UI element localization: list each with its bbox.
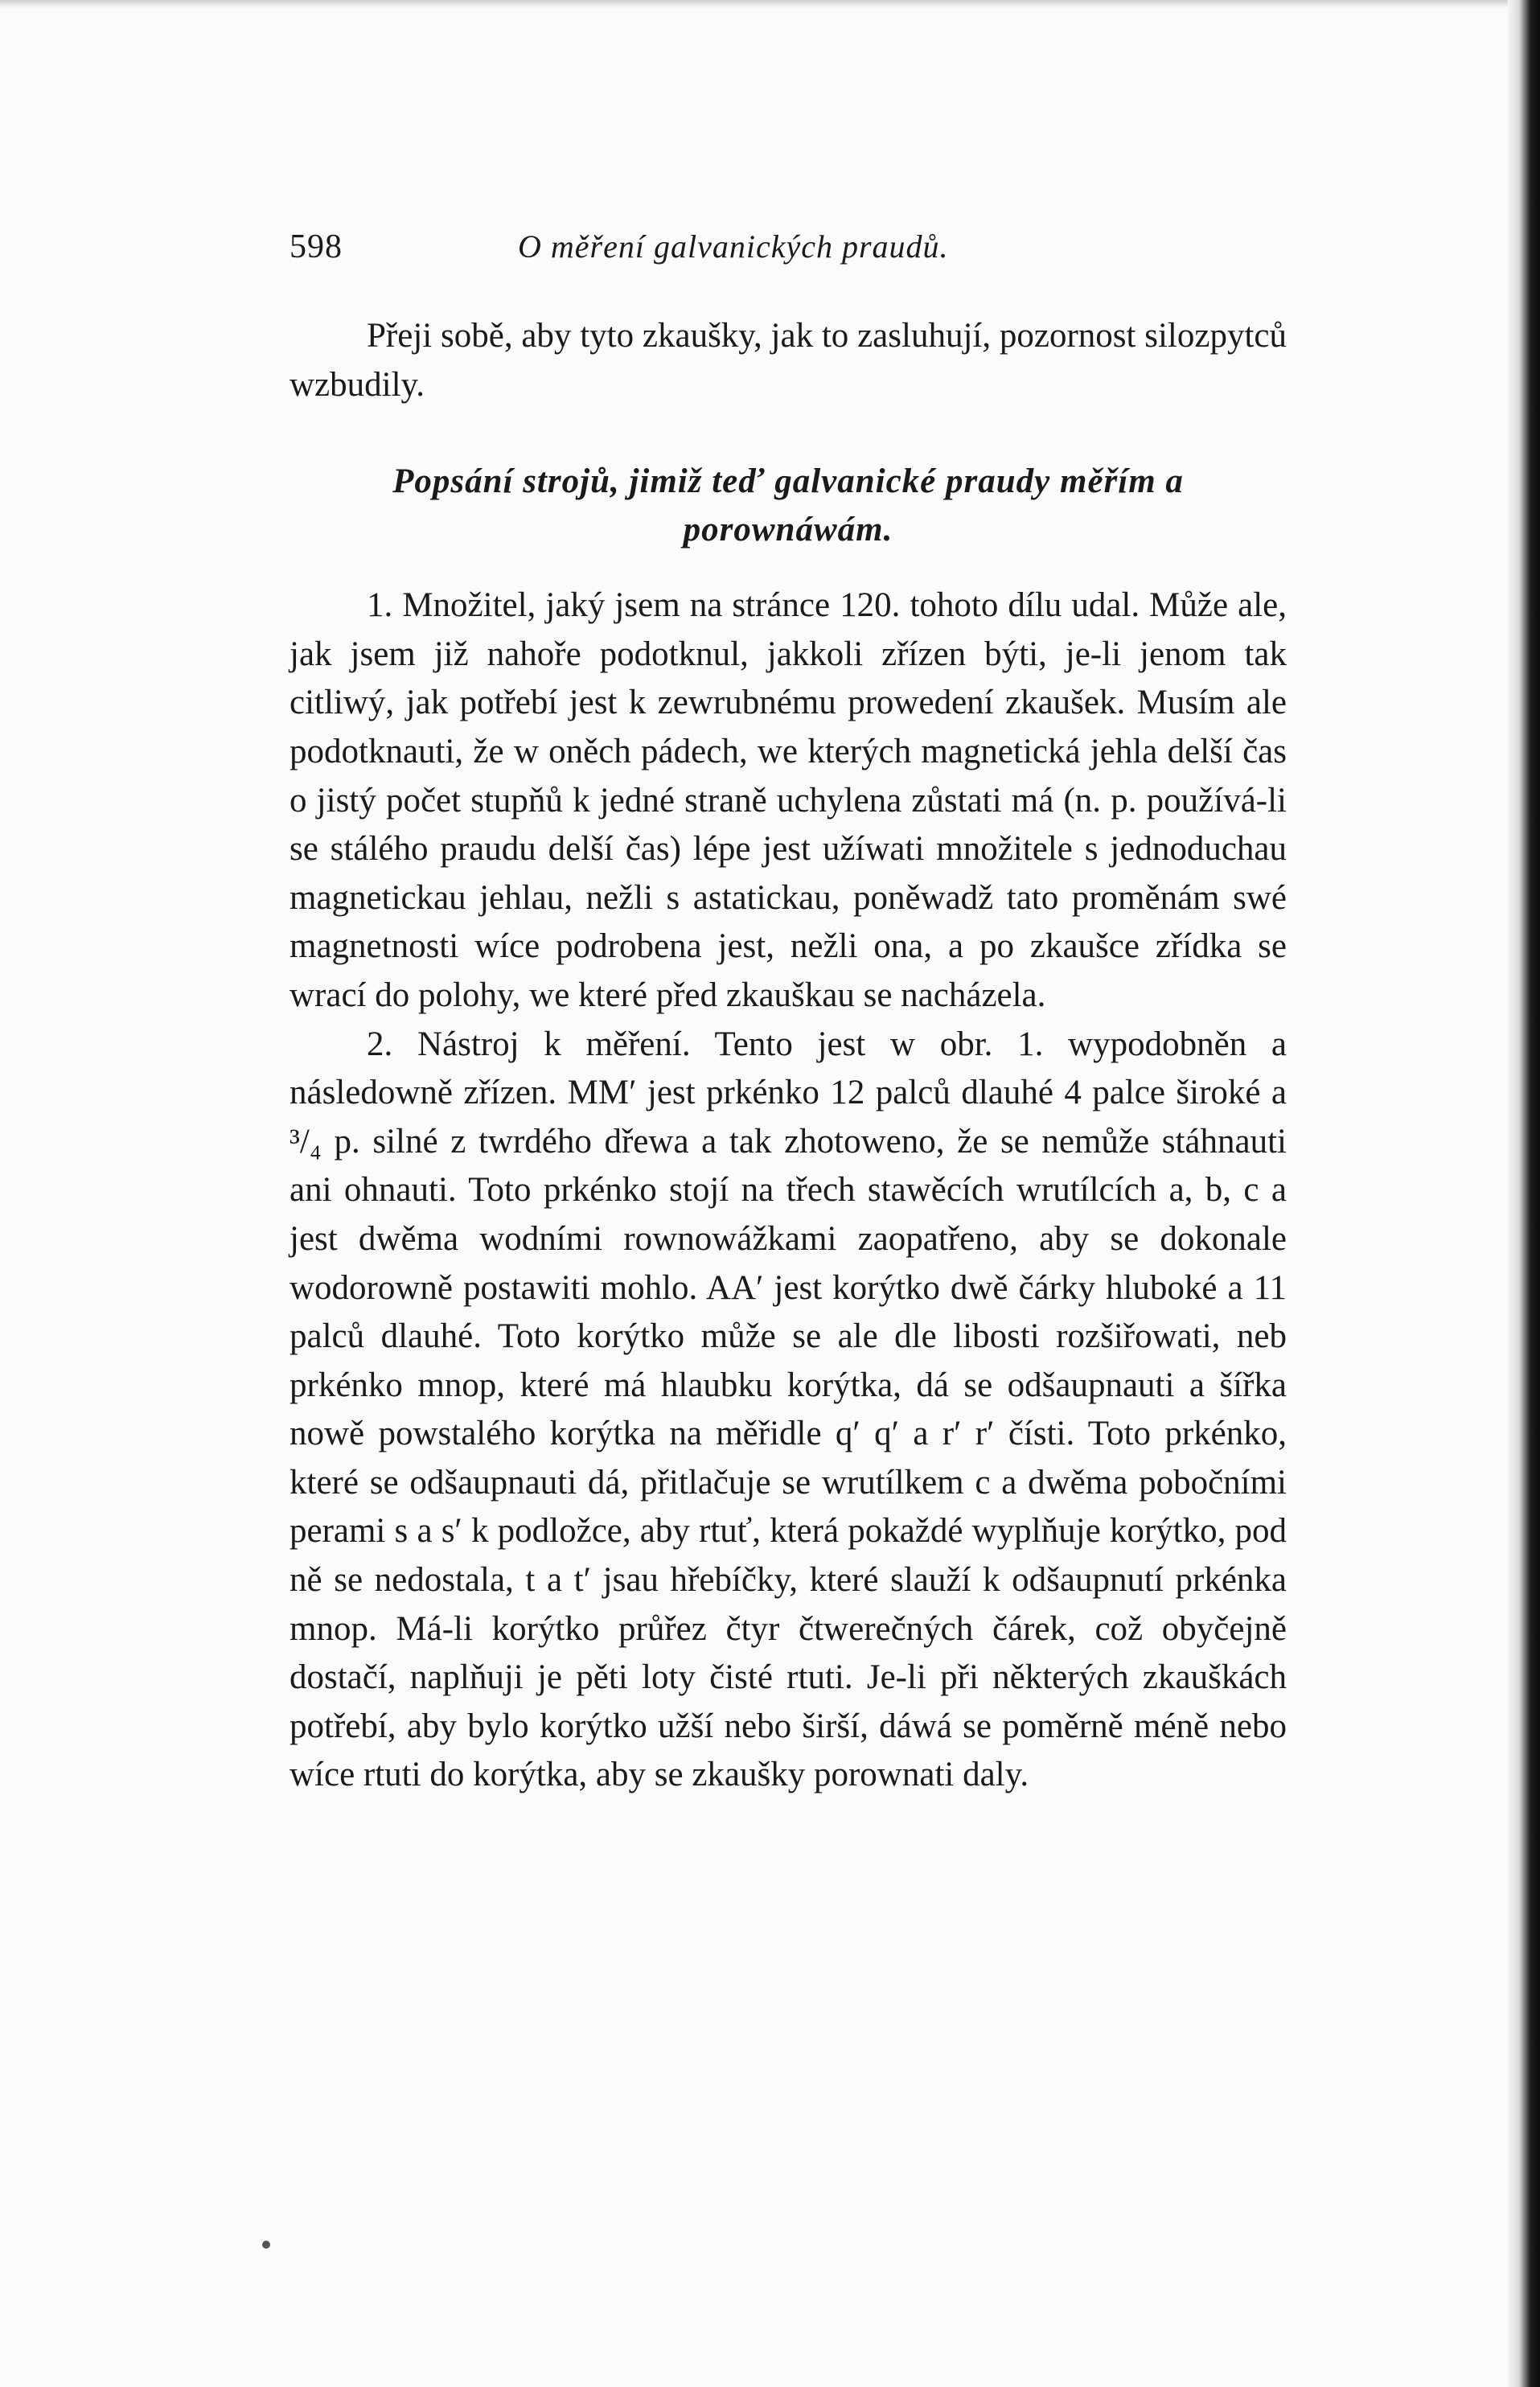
paragraph-measuring-instrument: 2. Nástroj k měření. Tento jest w obr. 1. wypodobněn a následowně zřízen. MM′ jest prkénko 12 palců dlauhé 4 palce široké a ³/₄ p. silné z twrdého dřewa a tak zhotoweno, že se nemůže stáhnauti ani ohnauti. Toto prkénko stojí na třech stawěcích wrutílcích a, b, c a jest dwěma wodními rownowážkami zaopatřeno, aby se dokonale wodorowně postawiti mohlo. AA′ jest korýtko dwě čárky hluboké a 11 palců dlauhé. Toto korýtko může se ale dle libosti rozšiřowati, neb prkénko mnop, které má hlaubku korýtka, dá se odšaupnauti a šířka nowě powstalého korýtka na měřidle q′ q′ a r′ r′ čísti. Toto prkénko, které se odšaupnauti dá, přitlačuje se wrutílkem c a dwěma pobočními perami s a s′ k podložce, aby rtuť, která pokaždé wyplňuje korýtko, pod ně se nedostala, t a t′ jsau hřebíčky, které slauží k odšaupnutí prkénka mnop. Má-li korýtko průřez čtyr čtwerečných čárek, což obyčejně dostačí, naplňuji je pěti loty čisté rtuti. Je-li při některých zkauškách potřebí, aby bylo korýtko užší nebo širší, dáwá se poměrně méně nebo wíce rtuti do korýtka, aby se zkaušky porownati daly.	[290, 1025, 1287, 1794]
ink-stain	[262, 2241, 270, 2249]
running-header	[290, 228, 1287, 276]
page-spine-edge	[1508, 0, 1540, 2387]
page-body	[290, 312, 1287, 1800]
running-title: O měření galvanických praudů.	[518, 228, 949, 265]
page-number: 598	[290, 228, 343, 265]
paragraph-multiplier: 1. Množitel, jaký jsem na stránce 120. tohoto dílu udal. Může ale, jak jsem již nahoře podotknul, jakkoli zřízen býti, je-li jenom tak citliwý, jak potřebí jest k zewrubnému prowedení zkaušek. Musím ale podotknauti, že w oněch pádech, we kterých magnetická jehla delší čas o jistý počet stupňů k jedné straně uchylena zůstati má (n. p. používá-li se stálého praudu delší čas) lépe jest užíwati množitele s jednoduchau magnetickau jehlau, nežli s astatickau, poněwadž tato proměnám swé magnetnosti wíce podrobena jest, nežli ona, a po zkaušce zřídka se wrací do polohy, we které před zkauškau se nacházela.	[290, 586, 1287, 1014]
section-heading: Popsání strojů, jimiž teď galvanické praudy měřím a porownáwám.	[392, 462, 1184, 549]
intro-paragraph: Přeji sobě, aby tyto zkaušky, jak to zasluhují, pozornost silozpytců wzbudily.	[290, 317, 1287, 404]
page-top-edge-shadow	[0, 0, 1540, 8]
